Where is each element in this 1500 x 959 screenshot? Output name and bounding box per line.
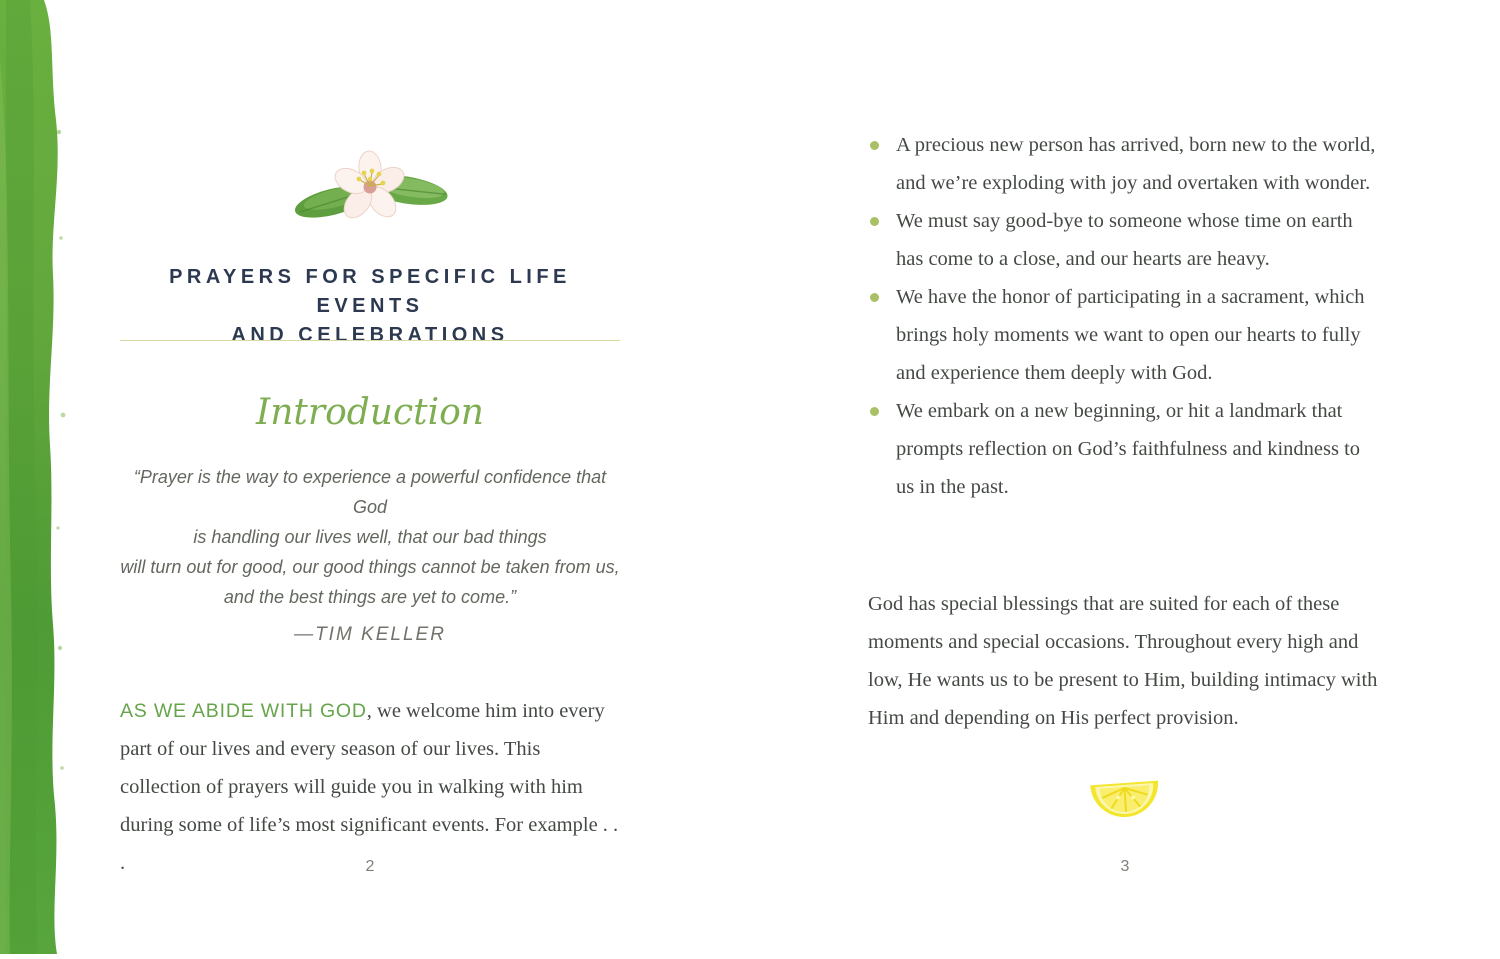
left-page [120, 0, 620, 954]
list-item [868, 202, 1382, 278]
right-page [868, 0, 1382, 954]
list-item [868, 392, 1382, 506]
quote-line: “Prayer is the way to experience a powerful confidence that God [133, 467, 607, 517]
title-divider-rule [120, 340, 620, 341]
quote-attribution: —TIM KELLER [294, 624, 446, 645]
life-events-bullet-list [868, 126, 1382, 506]
quote-line: and the best things are yet to come.” [223, 587, 517, 607]
epigraph-quote [120, 462, 620, 612]
green-watercolor-stripe [0, 0, 100, 954]
list-item [868, 126, 1382, 202]
list-item [868, 278, 1382, 392]
bullet-dot-icon [870, 141, 879, 150]
list-item-text: A precious new person has arrived, born new to the world, and we’re exploding with joy and overtaken with wonder. [896, 134, 1376, 194]
bullet-dot-icon [870, 407, 879, 416]
lead-in-phrase: AS WE ABIDE WITH GOD [120, 700, 367, 722]
quote-line: is handling our lives well, that our bad things [193, 527, 547, 547]
lemon-wedge-icon [868, 770, 1382, 827]
quote-line: will turn out for good, our good things cannot be taken from us, [120, 557, 620, 577]
chapter-title-line1: PRAYERS FOR SPECIFIC LIFE EVENTS [169, 266, 571, 317]
list-item-text: We must say good-bye to someone whose time on earth has come to a close, and our hearts are heavy. [896, 210, 1353, 270]
section-heading-script: Introduction [256, 392, 484, 433]
chapter-title-line2: AND CELEBRATIONS [231, 324, 509, 346]
chapter-title [120, 263, 620, 350]
bullet-dot-icon [870, 217, 879, 226]
page-number-right: 3 [1120, 858, 1130, 875]
body-text: , we welcome him into every part of our lives and every season of our lives. This collection of prayers will guide you in walking with him during some of life’s most significant events. For example . . . [120, 700, 619, 874]
list-item-text: We have the honor of participating in a sacrament, which brings holy moments we want to open our hearts to fully and experience them deeply with God. [896, 286, 1365, 384]
intro-body-paragraph [120, 692, 620, 882]
lemon-blossom-icon [120, 146, 620, 241]
list-item-text: We embark on a new beginning, or hit a landmark that prompts reflection on God’s faithfulness and kindness to us in the past. [896, 400, 1361, 498]
closing-paragraph: God has special blessings that are suited for each of these moments and special occasions. Throughout every high and low, He wants us to be present to Him, building intimacy with Him and depending on His perfect provision. [868, 593, 1378, 729]
bullet-dot-icon [870, 293, 879, 302]
page-number-left: 2 [365, 858, 375, 875]
